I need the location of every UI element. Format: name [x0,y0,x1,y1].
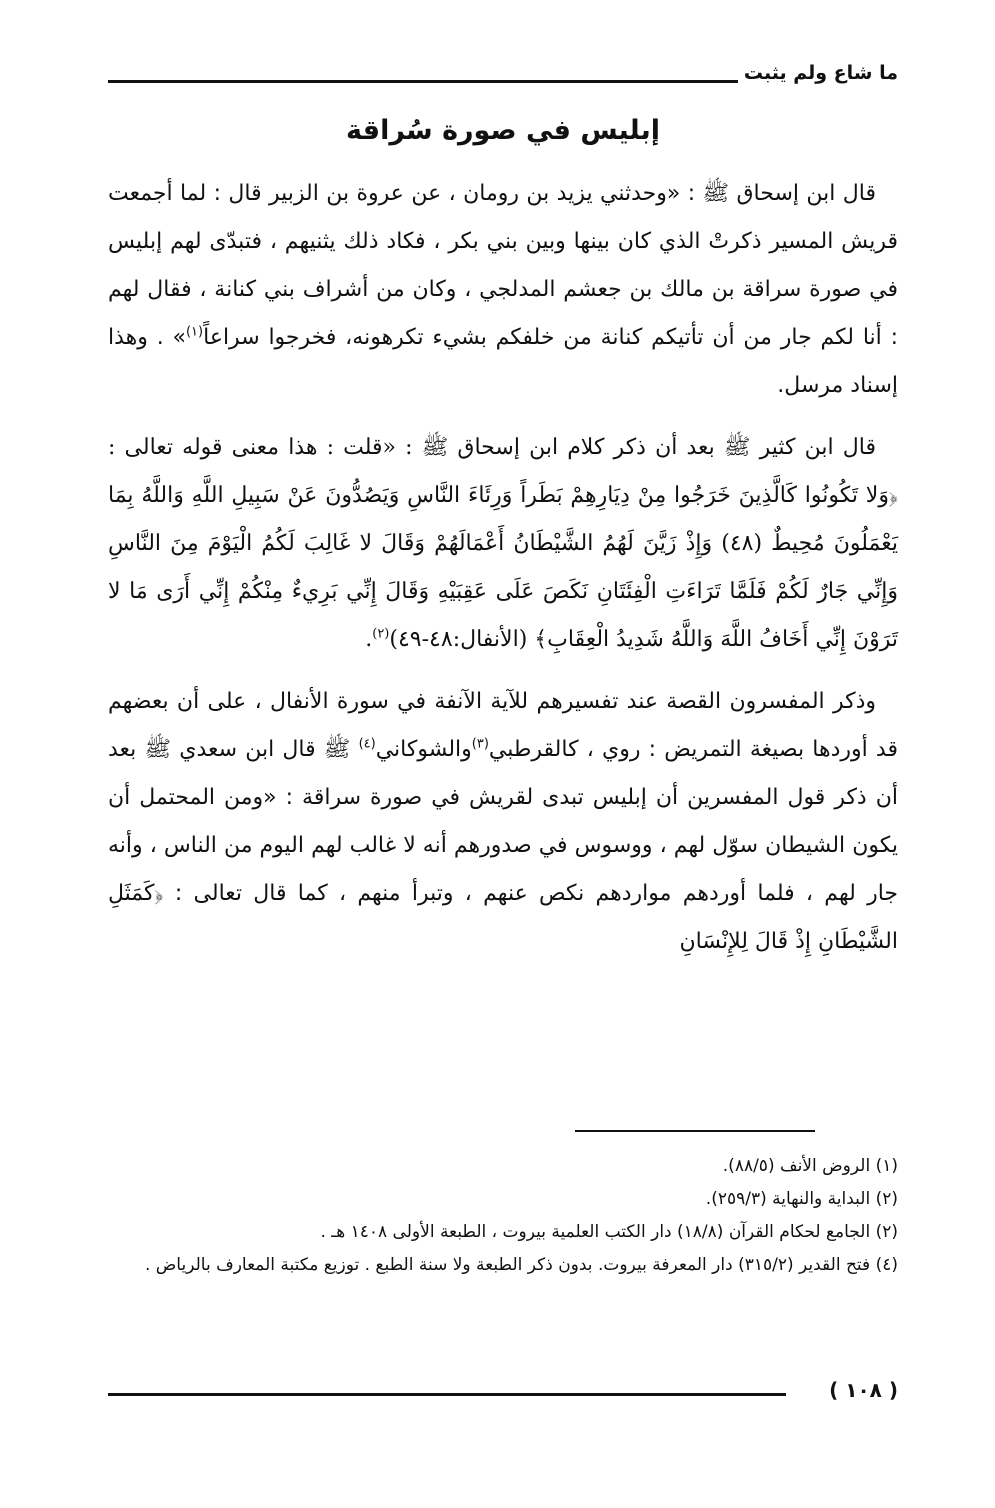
paragraph-text: ابن سعدي ﷺ بعد أن ذكر قول المفسرين أن إبليس تبدى لقريش في صورة سراقة : «ومن المحتمل أن يكون الشيطان سوّل لهم ، ووسوس في صدورهم أنه لا غالب لهم اليوم من الناس ، وأنه جار لهم ، فلما أوردهم مواردهم نكص عنهم ، وتبرأ منهم ، كما قال تعالى : ﴿كَمَثَلِ الشَّيْطَانِ إِذْ قَالَ لِلإِنْسَانِ [108,737,898,954]
footnote-1: (١) الروض الأنف (٨٨/٥). [722,1156,898,1176]
section-heading: إبليس في صورة سُراقة [346,115,660,146]
running-title: ما شاع ولم يثبت [743,62,898,84]
footnote-2: (٢) البداية والنهاية (٢٥٩/٣). [705,1189,898,1209]
paragraph-mid: والشوكاني [375,737,472,762]
footnote-ref-2: (٢) [372,626,390,642]
paragraph-tail: ﷺ قال [282,737,351,762]
footnote-4: (٤) فتح القدير (٣١٥/٢) دار المعرفة بيروت. بدون ذكر الطبعة ولا سنة الطبع . توزيع مكتبة المعارف بالرياض . [144,1255,898,1275]
header-rule [108,80,738,83]
paragraph-text: قال ابن كثير ﷺ بعد أن ذكر كلام ابن إسحاق ﷺ : «قلت : هذا معنى قوله تعالى : ﴿وَلا تَكُونُوا كَالَّذِينَ خَرَجُوا مِنْ دِيَارِهِمْ بَطَراً وَرِئَاءَ النَّاسِ وَيَصُدُّونَ عَنْ سَبِيلِ اللَّهِ وَاللَّهُ بِمَا يَعْمَلُونَ مُحِيطٌ (٤٨) وَإِذْ زَيَّنَ لَهُمُ الشَّيْطَانُ أَعْمَالَهُمْ وَقَالَ لا غَالِبَ لَكُمُ الْيَوْمَ مِنَ النَّاسِ وَإِنِّي جَارٌ لَكُمْ فَلَمَّا تَرَاءَتِ الْفِئَتَانِ نَكَصَ عَلَى عَقِبَيْهِ وَقَالَ إِنِّي بَرِيءٌ مِنْكُمْ إِنِّي أَرَى مَا لا تَرَوْنَ إِنِّي أَخَافُ اللَّهَ وَاللَّهُ شَدِيدُ الْعِقَابِ﴾ (الأنفال:٤٨-٤٩) [108,435,899,652]
footnote-ref-1: (١) [185,324,204,340]
page-number: ( ١٠٨ ) [829,1378,898,1402]
paragraph-tail: » . وهذا إسناد مرسل. [108,325,898,398]
page-footer [108,1378,898,1412]
paragraph-tail: . [365,627,373,652]
paragraph-text: قال ابن إسحاق ﷺ : «وحدثني يزيد بن رومان ، عن عروة بن الزبير قال : لما أجمعت قريش المسير ذكرتْ الذي كان بينها وبين بني بكر ، فكاد ذلك يثنيهم ، فتبدّى لهم إبليس في صورة سراقة بن مالك بن جعشم المدلجي ، وكان من أشراف بني كنانة ، فقال لهم : أنا لكم جار من أن تأتيكم كنانة من خلفكم بشيء تكرهونه، فخرجوا سراعاً [108,181,898,350]
paragraph-3 [108,678,898,966]
footer-rule [108,1393,786,1396]
running-header [108,62,898,92]
paragraph-text: وذكر المفسرون القصة عند تفسيرهم للآية الآنفة في سورة الأنفال ، على أن بعضهم قد أوردها بصيغة التمريض : روي ، كالقرطبي [108,689,898,762]
footnote-3: (٢) الجامع لحكام القرآن (١٨/٨) دار الكتب العلمية بيروت ، الطبعة الأولى ١٤٠٨ هـ . [320,1222,898,1242]
paragraph-1 [108,170,898,410]
main-text [108,170,898,980]
footnote-rule [575,1130,815,1132]
footnote-ref-3: (٣) [471,736,489,752]
footnote-ref-4: (٤) [358,736,376,752]
paragraph-2 [108,424,898,664]
footnotes [108,1150,898,1282]
